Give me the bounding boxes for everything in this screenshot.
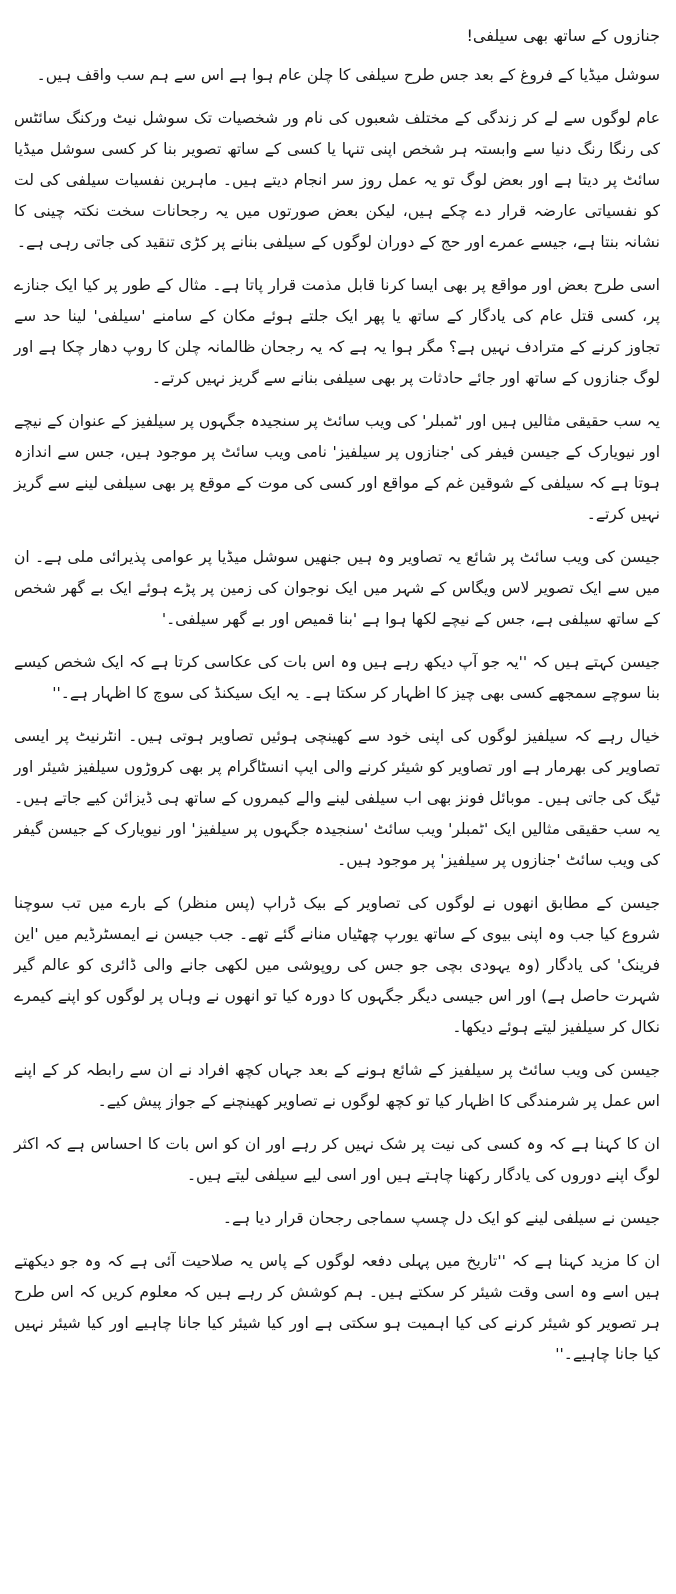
article-paragraph: اسی طرح بعض اور مواقع پر بھی ایسا کرنا قابل مذمت قرار پاتا ہے۔ مثال کے طور پر کیا ایک جنازے پر، کسی قتل عام کی یادگار کے ساتھ یا پھر ایک جلتے ہوئے مکان کے سامنے 'سیلفی' لینا حد سے تجاوز کرنے کے مترادف نہیں ہے؟ مگر ہوا یہ ہے کہ یہ رجحان ظالمانہ چلن کا روپ دھار چکا ہے اور لوگ جنازوں کے ساتھ اور جائے حادثات پر بھی سیلفی بنانے سے گریز نہیں کرتے۔ [14, 276, 660, 387]
article-paragraph: جیسن کی ویب سائٹ پر شائع یہ تصاویر وہ ہیں جنھیں سوشل میڈیا پر عوامی پذیرائی ملی ہے۔ ان میں سے ایک تصویر لاس ویگاس کے شہر میں ایک نوجوان کی زمین پر پڑے ہوئے ایک بے گھر شخص کے ساتھ سیلفی ہے، جس کے نیچے لکھا ہوا ہے 'بنا قمیص اور بے گھر سیلفی۔' [14, 548, 660, 628]
article-paragraph: جیسن نے سیلفی لینے کو ایک دل چسپ سماجی رجحان قرار دیا ہے۔ [222, 1209, 660, 1227]
article-paragraph: یہ سب حقیقی مثالیں ہیں اور 'ٹمبلر' کی ویب سائٹ پر سنجیدہ جگہوں پر سیلفیز کے عنوان کے نیچے اور نیویارک کے جیسن فیفر کی 'جنازوں پر سیلفیز' نامی ویب سائٹ پر موجود ہیں، جس سے اندازہ ہوتا ہے کہ سیلفی کے شوقین غم کے مواقع اور کسی کی موت کے موقع پر بھی سیلفی لینے سے گریز نہیں کرتے۔ [13, 412, 660, 523]
article-paragraph: خیال رہے کہ سیلفیز لوگوں کی اپنی خود سے کھینچی ہوئیں تصاویر ہوتی ہیں۔ انٹرنیٹ پر ایسی تصاویر کی بھرمار ہے اور تصاویر کو شیئر کرنے والی ایپ انسٹاگرام پر بھی کروڑوں سیلفیز شیئر اور ٹیگ کی جاتی ہیں۔ موبائل فونز بھی اب سیلفی لینے والے کیمروں کے ساتھ ہی ڈیزائن کیے جاتے ہیں۔ یہ سب حقیقی مثالیں ایک 'ٹمبلر' ویب سائٹ 'سنجیدہ جگہوں پر سیلفیز' اور نیویارک کے جیسن گیفر کی ویب سائٹ 'جنازوں پر سیلفیز' پر موجود ہیں۔ [14, 727, 660, 869]
article-paragraph: جیسن کہتے ہیں کہ ''یہ جو آپ دیکھ رہے ہیں وہ اس بات کی عکاسی کرتا ہے کہ ایک شخص کیسے بنا سوچے سمجھے کسی بھی چیز کا اظہار کر سکتا ہے۔ یہ ایک سیکنڈ کی سوچ کا اظہار ہے۔'' [14, 653, 660, 702]
article-paragraph: جیسن کے مطابق انھوں نے لوگوں کی تصاویر کے بیک ڈراپ (پس منظر) کے بارے میں تب سوچنا شروع کیا جب وہ اپنی بیوی کے ساتھ یورپ چھٹیاں منانے گئے تھے۔ جب جیسن نے ایمسٹرڈیم میں 'این فرینک' کی یادگار (وہ یہودی بچی جو جس کی روپوشی میں لکھی جانے والی ڈائری کو عالم گیر شہرت حاصل ہے) اور اس جیسی دیگر جگہوں کا دورہ کیا تو انھوں نے وہاں پر لوگوں کو اپنے کیمرے نکال کر سیلفیز لیتے ہوئے دیکھا۔ [14, 894, 660, 1036]
article-paragraph: سوشل میڈیا کے فروغ کے بعد جس طرح سیلفی کا چلن عام ہوا ہے اس سے ہم سب واقف ہیں۔ [36, 66, 660, 84]
article-paragraph: ان کا کہنا ہے کہ وہ کسی کی نیت پر شک نہیں کر رہے اور ان کو اس بات کا احساس ہے کہ اکثر لوگ اپنے دوروں کی یادگار رکھنا چاہتے ہیں اور اسی لیے سیلفی لیتے ہیں۔ [14, 1135, 660, 1184]
article-title: جنازوں کے ساتھ بھی سیلفی! [466, 26, 660, 45]
article-paragraph: ان کا مزید کہنا ہے کہ ''تاریخ میں پہلی دفعہ لوگوں کے پاس یہ صلاحیت آئی ہے کہ وہ جو دیکھتے ہیں اسے وہ اسی وقت شیئر کر سکتے ہیں۔ ہم کوشش کر رہے ہیں کہ معلوم کریں کہ اس طرح ہر تصویر کو شیئر کرنے کی کیا اہمیت ہو سکتی ہے اور کیا شیئر کیا جانا چاہیے اور کیا شیئر نہیں کیا جانا چاہیے۔'' [14, 1252, 660, 1363]
article-paragraph: عام لوگوں سے لے کر زندگی کے مختلف شعبوں کی نام ور شخصیات تک سوشل نیٹ ورکنگ سائٹس کی رنگا رنگ دنیا سے وابستہ ہر شخص اپنی تنہا یا کسی کے ساتھ تصویر بنا کر کسی سوشل میڈیا سائٹ پر دیتا ہے اور بعض لوگ تو یہ عمل روز سر انجام دیتے ہیں۔ ماہرین نفسیات سیلفی کی لت کو نفسیاتی عارضہ قرار دے چکے ہیں، لیکن بعض صورتوں میں یہ رجحانات سخت نکتہ چینی کا نشانہ بنتا ہے، جیسے عمرے اور حج کے دوران لوگوں کے سیلفی بنانے پر کڑی تنقید کی جاتی رہی ہے۔ [14, 109, 660, 251]
article-paragraph: جیسن کی ویب سائٹ پر سیلفیز کے شائع ہونے کے بعد جہاں کچھ افراد نے ان سے رابطہ کر کے اپنے اس عمل پر شرمندگی کا اظہار کیا تو کچھ لوگوں نے تصاویر کھینچنے کے جواز پیش کیے۔ [14, 1061, 660, 1110]
